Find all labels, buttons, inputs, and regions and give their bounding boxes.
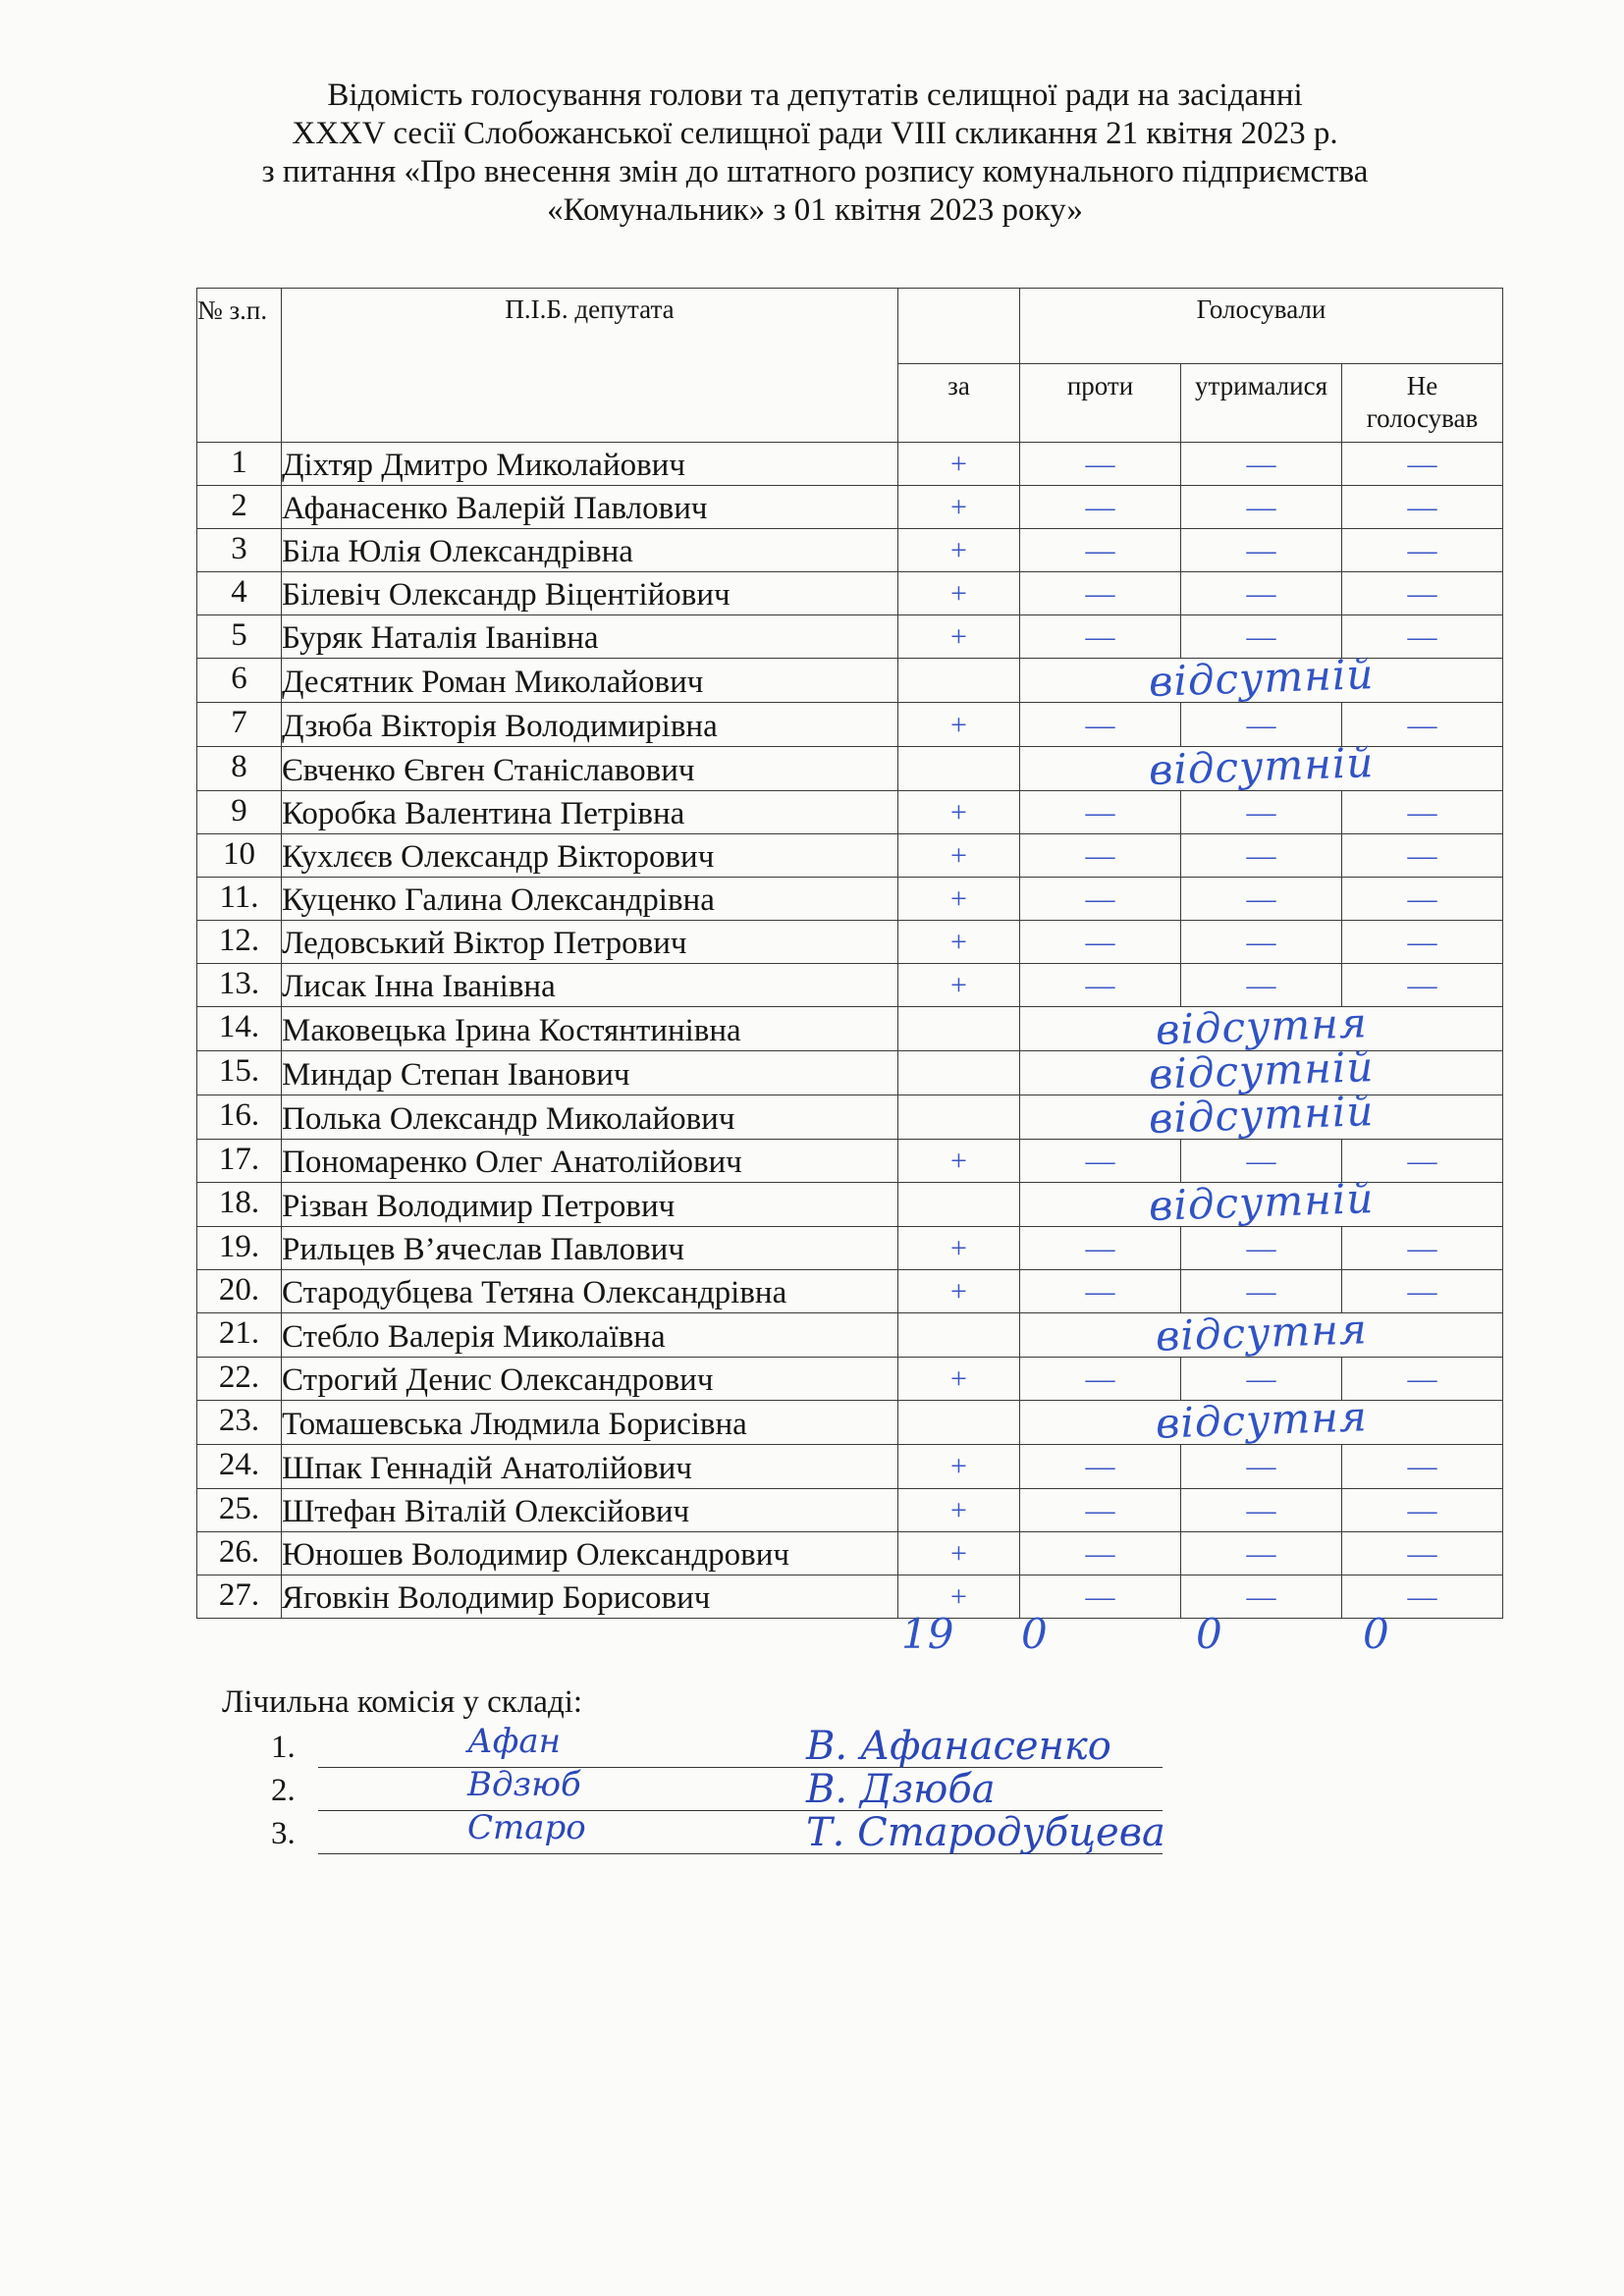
vote-not-voted-cell <box>1342 833 1503 877</box>
row-number: 14. <box>197 1007 282 1051</box>
title-line-2: XXXV сесії Слобожанської селищної ради VIII скликання 21 квітня 2023 р. <box>292 116 1338 151</box>
deputy-name: Кухлєєв Олександр Вікторович <box>282 833 898 877</box>
vote-for-cell <box>898 1401 1020 1445</box>
row-number: 6 <box>197 659 282 703</box>
header-abstained: утрималися <box>1181 364 1342 443</box>
vote-against-cell <box>1020 833 1181 877</box>
vote-abstained-mark: — <box>1246 881 1276 915</box>
vote-against-mark: — <box>1085 708 1115 741</box>
row-number: 10 <box>197 833 282 877</box>
vote-abstained-mark: — <box>1246 534 1276 567</box>
commission-member <box>271 1722 1253 1777</box>
commission-title: Лічильна комісія у складі: <box>222 1684 583 1720</box>
vote-for-cell <box>898 1270 1020 1313</box>
vote-not-voted-mark: — <box>1407 925 1437 958</box>
vote-abstained-cell <box>1181 877 1342 920</box>
vote-against-cell <box>1020 486 1181 529</box>
table-row <box>197 790 1503 833</box>
row-number: 1 <box>197 443 282 486</box>
member-name: В. Дзюба <box>806 1767 996 1812</box>
row-number: 23. <box>197 1401 282 1445</box>
vote-abstained-cell <box>1181 1531 1342 1575</box>
absent-mark: відсутня <box>1154 1305 1369 1362</box>
vote-against-cell <box>1020 1140 1181 1183</box>
document-title <box>118 77 1512 230</box>
vote-against-mark: — <box>1085 620 1115 654</box>
vote-for-mark: + <box>950 1450 967 1483</box>
deputy-name: Афанасенко Валерій Павлович <box>282 486 898 529</box>
table-row <box>197 1183 1503 1227</box>
deputy-name: Штефан Віталій Олексійович <box>282 1488 898 1531</box>
vote-not-voted-mark: — <box>1407 708 1437 741</box>
deputy-name: Буряк Наталія Іванівна <box>282 615 898 659</box>
absent-mark: відсутній <box>1148 650 1375 707</box>
member-name: Т. Стародубцева <box>806 1810 1165 1855</box>
vote-for-mark: + <box>950 577 967 611</box>
vote-abstained-mark: — <box>1246 1145 1276 1178</box>
row-number: 16. <box>197 1095 282 1140</box>
table-row <box>197 877 1503 920</box>
table-row <box>197 746 1503 790</box>
vote-against-cell <box>1020 1445 1181 1488</box>
vote-not-voted-mark: — <box>1407 795 1437 828</box>
vote-not-voted-cell <box>1342 877 1503 920</box>
vote-against-mark: — <box>1085 1450 1115 1483</box>
vote-against-mark: — <box>1085 1145 1115 1178</box>
vote-not-voted-cell <box>1342 790 1503 833</box>
vote-abstained-mark: — <box>1246 708 1276 741</box>
vote-abstained-mark: — <box>1246 577 1276 611</box>
table-row <box>197 443 1503 486</box>
vote-for-cell <box>898 1183 1020 1227</box>
vote-not-voted-mark: — <box>1407 838 1437 872</box>
vote-not-voted-cell <box>1342 572 1503 615</box>
vote-abstained-cell <box>1181 790 1342 833</box>
header-for: за <box>898 364 1020 443</box>
vote-for-mark: + <box>950 534 967 567</box>
vote-for-mark: + <box>950 925 967 958</box>
row-number: 11. <box>197 877 282 920</box>
vote-against-mark: — <box>1085 881 1115 915</box>
deputy-name: Куценко Галина Олександрівна <box>282 877 898 920</box>
vote-against-cell <box>1020 1270 1181 1313</box>
table-row <box>197 1401 1503 1445</box>
row-number: 12. <box>197 920 282 963</box>
vote-abstained-cell <box>1181 833 1342 877</box>
absent-mark: відсутній <box>1148 1174 1375 1231</box>
member-number: 2. <box>271 1773 296 1808</box>
deputy-name: Діхтяр Дмитро Миколайович <box>282 443 898 486</box>
vote-abstained-mark: — <box>1246 448 1276 481</box>
total-abstained: 0 <box>1196 1610 1222 1658</box>
vote-not-voted-cell <box>1342 920 1503 963</box>
absent-cell <box>1020 1392 1503 1449</box>
row-number: 8 <box>197 746 282 790</box>
vote-not-voted-mark: — <box>1407 1450 1437 1483</box>
table-row <box>197 659 1503 703</box>
absent-mark: відсутній <box>1148 1042 1375 1099</box>
vote-for-cell <box>898 615 1020 659</box>
vote-against-mark: — <box>1085 1275 1115 1308</box>
vote-for-mark: + <box>950 708 967 741</box>
deputy-name: Ледовський Віктор Петрович <box>282 920 898 963</box>
vote-for-cell <box>898 1358 1020 1401</box>
vote-not-voted-cell <box>1342 1531 1503 1575</box>
signature: Старо <box>467 1808 586 1847</box>
vote-not-voted-mark: — <box>1407 1493 1437 1526</box>
vote-abstained-mark: — <box>1246 1536 1276 1570</box>
absent-cell <box>1020 998 1503 1054</box>
vote-not-voted-cell <box>1342 1227 1503 1270</box>
vote-for-mark: + <box>950 1579 967 1613</box>
vote-not-voted-mark: — <box>1407 577 1437 611</box>
table-row <box>197 1445 1503 1488</box>
table-row <box>197 572 1503 615</box>
title-line-4: «Комунальник» з 01 квітня 2023 року» <box>547 192 1083 228</box>
vote-against-mark: — <box>1085 1362 1115 1396</box>
vote-not-voted-mark: — <box>1407 968 1437 1001</box>
total-not-voted: 0 <box>1363 1610 1389 1658</box>
table-row <box>197 1227 1503 1270</box>
absent-cell <box>1020 1174 1503 1231</box>
counting-commission <box>222 1684 1165 1855</box>
absent-cell <box>1020 737 1503 794</box>
vote-against-cell <box>1020 443 1181 486</box>
vote-not-voted-mark: — <box>1407 1145 1437 1178</box>
vote-for-mark: + <box>950 795 967 828</box>
absent-cell <box>1020 1305 1503 1362</box>
vote-for-mark: + <box>950 1362 967 1396</box>
table-row <box>197 920 1503 963</box>
vote-against-mark: — <box>1085 534 1115 567</box>
vote-for-mark: + <box>950 1493 967 1526</box>
row-number: 24. <box>197 1445 282 1488</box>
row-number: 13. <box>197 963 282 1006</box>
deputy-name: Коробка Валентина Петрівна <box>282 790 898 833</box>
vote-for-cell <box>898 443 1020 486</box>
vote-for-cell <box>898 1488 1020 1531</box>
member-number: 1. <box>271 1730 296 1765</box>
deputy-name: Маковецька Ірина Костянтинівна <box>282 1007 898 1051</box>
absent-mark: відсутній <box>1148 737 1375 794</box>
deputy-name: Рильцев В’ячеслав Павлович <box>282 1227 898 1270</box>
signature: Афан <box>467 1722 562 1761</box>
vote-not-voted-cell <box>1342 1488 1503 1531</box>
vote-against-cell <box>1020 529 1181 572</box>
vote-not-voted-mark: — <box>1407 1362 1437 1396</box>
deputy-name: Стебло Валерія Миколаївна <box>282 1313 898 1358</box>
header-empty <box>898 289 1020 364</box>
absent-cell <box>1020 1042 1503 1099</box>
header-against: проти <box>1020 364 1181 443</box>
vote-for-cell <box>898 659 1020 703</box>
table-row <box>197 486 1503 529</box>
vote-for-cell <box>898 790 1020 833</box>
row-number: 22. <box>197 1358 282 1401</box>
vote-against-mark: — <box>1085 1579 1115 1613</box>
vote-for-cell <box>898 572 1020 615</box>
vote-abstained-cell <box>1181 920 1342 963</box>
vote-against-mark: — <box>1085 491 1115 524</box>
deputy-name: Біла Юлія Олександрівна <box>282 529 898 572</box>
row-number: 18. <box>197 1183 282 1227</box>
vote-abstained-mark: — <box>1246 838 1276 872</box>
vote-for-mark: + <box>950 1232 967 1265</box>
vote-against-cell <box>1020 572 1181 615</box>
header-voted: Голосували <box>1020 289 1503 364</box>
deputy-name: Миндар Степан Іванович <box>282 1051 898 1095</box>
member-number: 3. <box>271 1816 296 1851</box>
vote-against-mark: — <box>1085 1232 1115 1265</box>
vote-not-voted-mark: — <box>1407 534 1437 567</box>
total-for: 19 <box>901 1610 954 1658</box>
deputy-name: Пономаренко Олег Анатолійович <box>282 1140 898 1183</box>
row-number: 19. <box>197 1227 282 1270</box>
deputy-name: Полька Олександр Миколайович <box>282 1095 898 1140</box>
header-number: № з.п. <box>197 289 282 443</box>
vote-for-cell <box>898 1051 1020 1095</box>
signature: Вдзюб <box>467 1765 581 1804</box>
vote-for-cell <box>898 833 1020 877</box>
vote-against-cell <box>1020 963 1181 1006</box>
deputy-name: Томашевська Людмила Борисівна <box>282 1401 898 1445</box>
row-number: 21. <box>197 1313 282 1358</box>
vote-against-mark: — <box>1085 838 1115 872</box>
vote-for-mark: + <box>950 1145 967 1178</box>
vote-abstained-cell <box>1181 572 1342 615</box>
vote-for-cell <box>898 1095 1020 1140</box>
row-number: 2 <box>197 486 282 529</box>
absent-mark: відсутня <box>1154 998 1369 1054</box>
vote-abstained-cell <box>1181 529 1342 572</box>
absent-mark: відсутня <box>1154 1392 1369 1449</box>
vote-abstained-cell <box>1181 1445 1342 1488</box>
deputy-name: Шпак Геннадій Анатолійович <box>282 1445 898 1488</box>
vote-abstained-mark: — <box>1246 1362 1276 1396</box>
vote-against-cell <box>1020 920 1181 963</box>
vote-for-cell <box>898 746 1020 790</box>
table-body <box>197 443 1503 1619</box>
vote-not-voted-mark: — <box>1407 491 1437 524</box>
row-number: 3 <box>197 529 282 572</box>
vote-for-mark: + <box>950 838 967 872</box>
vote-for-mark: + <box>950 491 967 524</box>
vote-not-voted-mark: — <box>1407 1579 1437 1613</box>
vote-abstained-mark: — <box>1246 1275 1276 1308</box>
vote-not-voted-mark: — <box>1407 620 1437 654</box>
vote-for-cell <box>898 1007 1020 1051</box>
vote-against-cell <box>1020 1227 1181 1270</box>
deputy-name: Білевіч Олександр Віцентійович <box>282 572 898 615</box>
deputy-name: Лисак Інна Іванівна <box>282 963 898 1006</box>
table-row <box>197 1488 1503 1531</box>
vote-not-voted-cell <box>1342 486 1503 529</box>
vote-not-voted-mark: — <box>1407 1275 1437 1308</box>
table-row <box>197 1313 1503 1358</box>
table-row <box>197 1531 1503 1575</box>
deputy-name: Дзюба Вікторія Володимирівна <box>282 703 898 746</box>
table-row <box>197 529 1503 572</box>
vote-not-voted-mark: — <box>1407 448 1437 481</box>
deputy-name: Десятник Роман Миколайович <box>282 659 898 703</box>
voting-table <box>196 288 1503 1619</box>
vote-for-mark: + <box>950 1275 967 1308</box>
vote-abstained-cell <box>1181 443 1342 486</box>
vote-for-cell <box>898 963 1020 1006</box>
vote-not-voted-mark: — <box>1407 1232 1437 1265</box>
vote-abstained-mark: — <box>1246 1450 1276 1483</box>
vote-against-mark: — <box>1085 925 1115 958</box>
title-line-1: Відомість голосування голови та депутатів селищної ради на засіданні <box>327 78 1303 113</box>
vote-against-cell <box>1020 1488 1181 1531</box>
absent-cell <box>1020 1087 1503 1144</box>
vote-for-cell <box>898 1140 1020 1183</box>
deputy-name: Яговкін Володимир Борисович <box>282 1575 898 1618</box>
vote-not-voted-cell <box>1342 529 1503 572</box>
vote-abstained-mark: — <box>1246 620 1276 654</box>
table-row <box>197 1095 1503 1140</box>
vote-for-cell <box>898 1227 1020 1270</box>
deputy-name: Стародубцева Тетяна Олександрівна <box>282 1270 898 1313</box>
vote-against-cell <box>1020 615 1181 659</box>
row-number: 9 <box>197 790 282 833</box>
vote-abstained-mark: — <box>1246 795 1276 828</box>
vote-against-cell <box>1020 790 1181 833</box>
vote-for-cell <box>898 1313 1020 1358</box>
member-name: В. Афанасенко <box>806 1724 1111 1769</box>
row-number: 20. <box>197 1270 282 1313</box>
vote-against-cell <box>1020 703 1181 746</box>
vote-for-mark: + <box>950 1536 967 1570</box>
row-number: 25. <box>197 1488 282 1531</box>
vote-against-mark: — <box>1085 1493 1115 1526</box>
title-line-3: з питання «Про внесення змін до штатного розпису комунального підприємства <box>261 154 1369 189</box>
vote-for-cell <box>898 920 1020 963</box>
vote-for-cell <box>898 1445 1020 1488</box>
deputy-name: Юношев Володимир Олександрович <box>282 1531 898 1575</box>
totals-row <box>0 1610 1624 1669</box>
absent-cell <box>1020 650 1503 707</box>
vote-against-mark: — <box>1085 795 1115 828</box>
vote-against-mark: — <box>1085 968 1115 1001</box>
vote-for-cell <box>898 1531 1020 1575</box>
vote-against-mark: — <box>1085 577 1115 611</box>
row-number: 5 <box>197 615 282 659</box>
row-number: 26. <box>197 1531 282 1575</box>
vote-abstained-mark: — <box>1246 1579 1276 1613</box>
row-number: 27. <box>197 1575 282 1618</box>
total-against: 0 <box>1021 1610 1048 1658</box>
row-number: 7 <box>197 703 282 746</box>
vote-for-cell <box>898 529 1020 572</box>
vote-not-voted-mark: — <box>1407 881 1437 915</box>
vote-against-cell <box>1020 1358 1181 1401</box>
vote-against-cell <box>1020 877 1181 920</box>
commission-member <box>271 1808 1253 1863</box>
row-number: 4 <box>197 572 282 615</box>
deputy-name: Євченко Євген Станіславович <box>282 746 898 790</box>
header-not-voted: Не голосував <box>1342 364 1503 443</box>
vote-not-voted-cell <box>1342 443 1503 486</box>
vote-for-cell <box>898 703 1020 746</box>
vote-against-cell <box>1020 1531 1181 1575</box>
row-number: 15. <box>197 1051 282 1095</box>
vote-against-mark: — <box>1085 1536 1115 1570</box>
vote-abstained-mark: — <box>1246 1493 1276 1526</box>
deputy-name: Різван Володимир Петрович <box>282 1183 898 1227</box>
vote-for-cell <box>898 486 1020 529</box>
vote-abstained-cell <box>1181 1488 1342 1531</box>
vote-not-voted-cell <box>1342 1445 1503 1488</box>
vote-abstained-cell <box>1181 486 1342 529</box>
vote-abstained-mark: — <box>1246 491 1276 524</box>
absent-mark: відсутній <box>1148 1087 1375 1144</box>
row-number: 17. <box>197 1140 282 1183</box>
vote-abstained-mark: — <box>1246 925 1276 958</box>
vote-abstained-mark: — <box>1246 1232 1276 1265</box>
vote-abstained-mark: — <box>1246 968 1276 1001</box>
vote-for-mark: + <box>950 620 967 654</box>
vote-not-voted-mark: — <box>1407 1536 1437 1570</box>
vote-abstained-cell <box>1181 1227 1342 1270</box>
vote-for-mark: + <box>950 968 967 1001</box>
table-row <box>197 833 1503 877</box>
vote-for-cell <box>898 877 1020 920</box>
vote-for-mark: + <box>950 448 967 481</box>
vote-against-mark: — <box>1085 448 1115 481</box>
vote-for-mark: + <box>950 881 967 915</box>
header-name: П.І.Б. депутата <box>282 289 898 443</box>
deputy-name: Строгий Денис Олександрович <box>282 1358 898 1401</box>
